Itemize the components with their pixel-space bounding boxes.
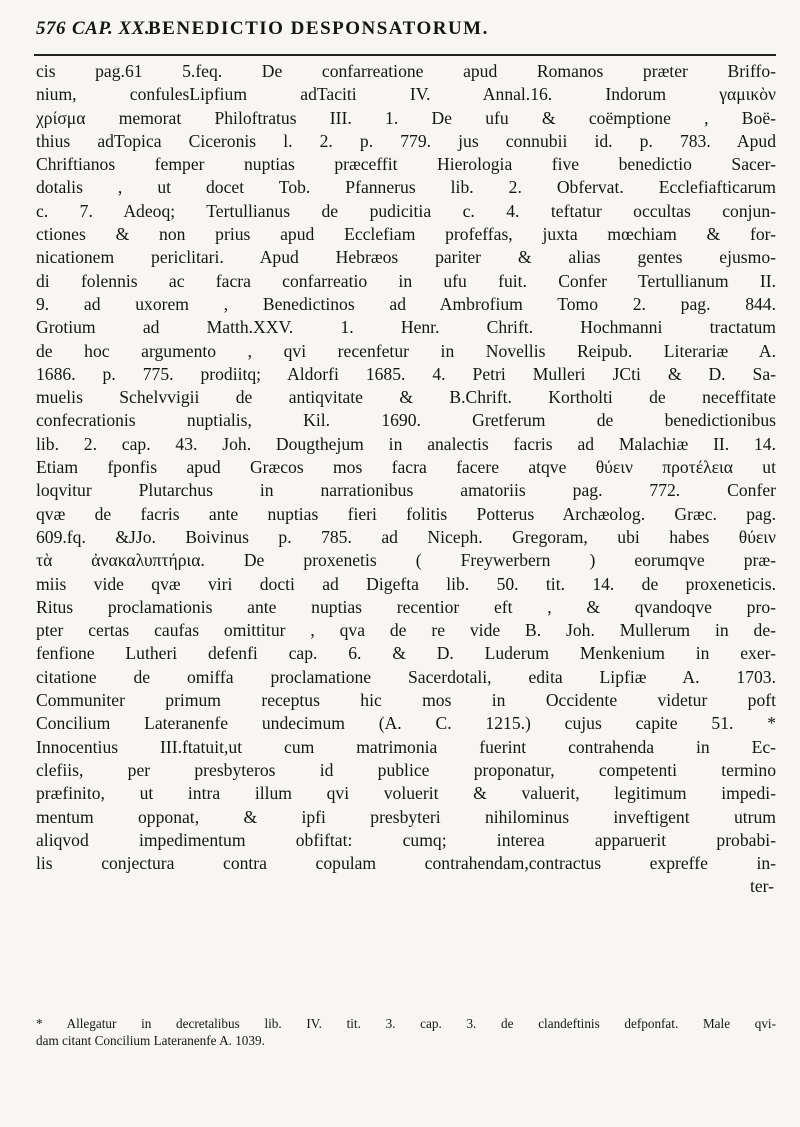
text-line: præfinito, ut intra illum qvi voluerit & valuerit, legitimum impedi- (36, 783, 776, 804)
text-line: aliqvod impedimentum obfiftat: cumq; interea apparuerit probabi- (36, 829, 776, 850)
text-line: qvæ de facris ante nuptias fieri folitis Potterus Archæolog. Græc. pag. (36, 503, 776, 524)
text-line: miis vide qvæ viri docti ad Digefta lib. 50. tit. 14. de proxeneticis. (36, 573, 776, 594)
text-line: mentum opponat, & ipfi presbyteri nihilominus inveftigent utrum (36, 806, 776, 827)
text-line: cis pag.61 5.feq. De confarreatione apud Romanos præter Briffo- (36, 61, 776, 81)
main-text (36, 60, 776, 899)
text-line: 609.fq. &JJo. Boivinus p. 785. ad Niceph. Gregoram, ubi habes θύειν (36, 526, 776, 547)
text-line: τὰ ἀνακαλυπτήρια. De proxenetis ( Freywerbern ) eorumqve præ- (36, 550, 776, 571)
text-line: lib. 2. cap. 43. Joh. Dougthejum in analectis facris ad Malachiæ II. 14. (36, 433, 776, 454)
text-line: lis conjectura contra copulam contrahendam,contractus expreffe in- (36, 853, 776, 874)
header-rule (34, 54, 776, 56)
text-line: muelis Schelvvigii de antiqvitate & B.Chrift. Kortholti de neceffitate (36, 387, 776, 408)
text-line: nium, confulesLipfium adTaciti IV. Annal.16. Indorum γαμικὸν (36, 84, 776, 105)
running-head (36, 18, 776, 48)
text-line: Etiam fponfis apud Græcos mos facra facere atqve θύειν προτέλεια ut (36, 457, 776, 478)
text-line: ctiones & non prius apud Ecclefiam profeffas, juxta mœchiam & for- (36, 224, 776, 245)
text-line: citatione de omiffa proclamatione Sacerdotali, edita Lipfiæ A. 1703. (36, 666, 776, 687)
footnote-line: dam citant Concilium Lateranenfe A. 1039. (36, 1033, 265, 1048)
text-line: Concilium Lateranenfe undecimum (A. C. 1215.) cujus capite 51. * (36, 713, 776, 734)
text-line: confecrationis nuptialis, Kil. 1690. Gretferum de benedictionibus (36, 410, 776, 431)
text-line: nicationem periclitari. Apud Hebræos pariter & alias gentes ejusmo- (36, 247, 776, 268)
running-title: BENEDICTIO DESPONSATORUM. (148, 18, 489, 39)
text-line: loqvitur Plutarchus in narrationibus amatoriis pag. 772. Confer (36, 480, 776, 501)
footnote-line: * Allegatur in decretalibus lib. IV. tit. 3. cap. 3. de clandeftinis defponfat. Male qvi- (36, 1016, 776, 1031)
text-line: Ritus proclamationis ante nuptias recentior eft , & qvandoqve pro- (36, 596, 776, 617)
text-line: fenfione Lutheri defenfi cap. 6. & D. Luderum Menkenium in exer- (36, 643, 776, 664)
text-line: 9. ad uxorem , Benedictinos ad Ambrofium Tomo 2. pag. 844. (36, 293, 776, 314)
chapter-label: CAP. XX. (72, 18, 151, 39)
footnote (36, 1015, 776, 1049)
text-line: Innocentius III.ftatuit,ut cum matrimonia fuerint contrahenda in Ec- (36, 736, 776, 757)
text-line: di folennis ac facra confarreatio in ufu fuit. Confer Tertullianum II. (36, 270, 776, 291)
text-line: clefiis, per presbyteros id publice proponatur, competenti termino (36, 759, 776, 780)
text-line: thius adTopica Ciceronis l. 2. p. 779. jus connubii id. p. 783. Apud (36, 130, 776, 151)
text-line: 1686. p. 775. prodiitq; Aldorfi 1685. 4. Petri Mulleri JCti & D. Sa- (36, 363, 776, 384)
text-line: Communiter primum receptus hic mos in Occidente videtur poft (36, 690, 776, 711)
text-line: Grotium ad Matth.XXV. 1. Henr. Chrift. Hochmanni tractatum (36, 317, 776, 338)
text-line: de hoc argumento , qvi recenfetur in Novellis Reipub. Literariæ A. (36, 340, 776, 361)
text-line: χρίσμα memorat Philoftratus III. 1. De ufu & coëmptione , Boë- (36, 107, 776, 128)
text-line: Chriftianos femper nuptias præceffit Hierologia five benedictio Sacer- (36, 154, 776, 175)
text-line: pter certas caufas omittitur , qva de re vide B. Joh. Mullerum in de- (36, 620, 776, 641)
text-line: dotalis , ut docet Tob. Pfannerus lib. 2. Obfervat. Ecclefiafticarum (36, 177, 776, 198)
page-number: 576 (36, 18, 66, 39)
text-line: c. 7. Adeoq; Tertullianus de pudicitia c. 4. teftatur occultas conjun- (36, 200, 776, 221)
catchword: ter- (749, 876, 774, 897)
